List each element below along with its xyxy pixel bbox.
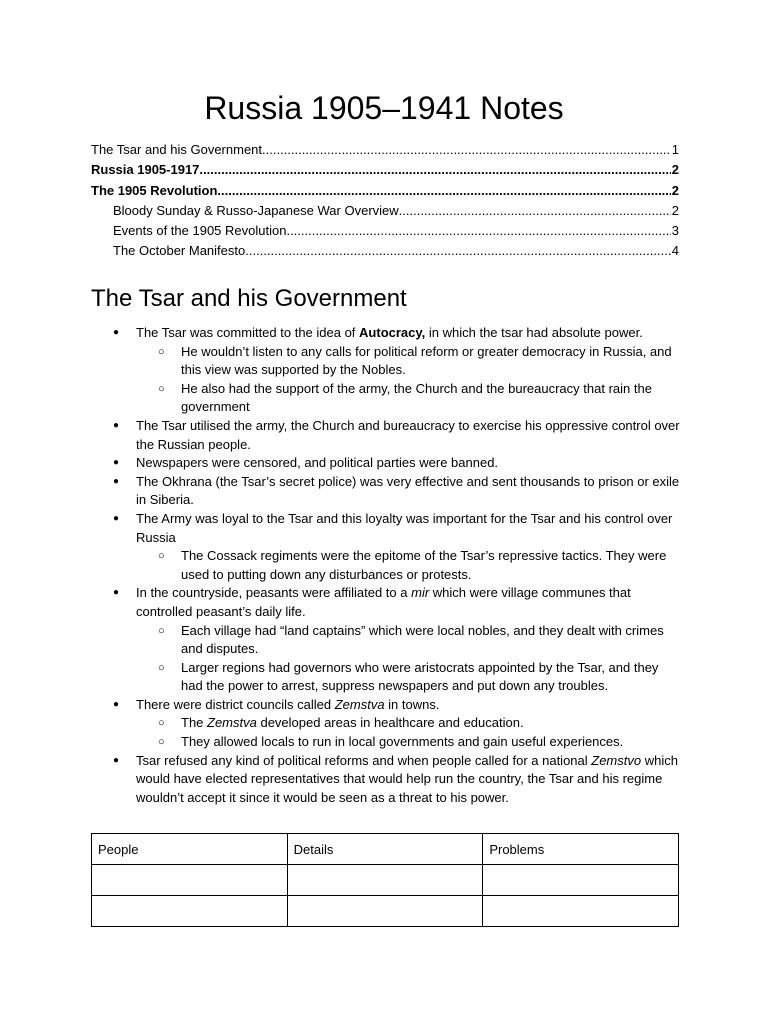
bullet-item — [91, 696, 683, 715]
text-run: The Cossack regiments were the epitome of the Tsar’s repressive tactics. They were used to putting down any disturbances or protests. — [181, 548, 667, 582]
text-run: in towns. — [384, 696, 440, 712]
table-of-contents — [91, 140, 679, 262]
toc-entry[interactable] — [91, 241, 679, 261]
table-header-details: Details — [287, 834, 483, 865]
sub-bullet-item — [91, 733, 683, 752]
toc-page-number: 3 — [671, 223, 679, 239]
toc-entry[interactable] — [91, 140, 679, 160]
table-row — [92, 865, 679, 896]
sub-bullet-item — [91, 547, 683, 584]
bullet-dot-icon: ● — [113, 754, 120, 766]
text-run: in which the tsar had absolute power. — [425, 325, 643, 340]
table-cell — [92, 865, 288, 896]
toc-leader-dots — [262, 140, 671, 160]
toc-entry-label: Events of the 1905 Revolution — [113, 223, 287, 239]
toc-leader-dots — [399, 201, 671, 221]
text-run: There were district councils called — [136, 696, 335, 712]
text-run: The Tsar utilised the army, the Church and bureaucracy to exercise his oppressive control over the Russian people. — [136, 417, 680, 452]
text-run: In the countryside, peasants were affiliated to a — [136, 585, 412, 601]
toc-page-number: 2 — [671, 202, 679, 218]
bullet-circle-icon: ○ — [158, 736, 165, 749]
table-cell — [287, 896, 483, 927]
toc-entry-label: The 1905 Revolution — [91, 182, 218, 198]
bullet-item — [91, 510, 683, 547]
bullet-circle-icon: ○ — [158, 624, 165, 637]
toc-entry-label: The Tsar and his Government — [91, 142, 263, 157]
toc-entry[interactable] — [91, 160, 679, 180]
table-cell — [287, 865, 483, 896]
toc-page-number: 1 — [671, 142, 679, 157]
table-header-problems: Problems — [483, 834, 679, 865]
toc-leader-dots — [199, 160, 670, 180]
toc-leader-dots — [245, 241, 671, 261]
bullet-item — [91, 752, 683, 808]
text-run: The Army was loyal to the Tsar and this loyalty was important for the Tsar and his control over Russia — [136, 510, 673, 545]
bullet-item — [91, 417, 683, 454]
toc-entry[interactable] — [91, 201, 679, 221]
text-run: He wouldn’t listen to any calls for political reform or greater democracy in Russia, and this view was supported by the Nobles. — [181, 343, 672, 378]
section-heading: The Tsar and his Government — [91, 285, 407, 312]
toc-page-number: 2 — [671, 162, 679, 178]
text-run: The — [181, 715, 208, 731]
sub-bullet-item — [91, 714, 683, 733]
text-run: Tsar refused any kind of political reforms and when people called for a national — [136, 752, 592, 768]
text-run: Larger regions had governors who were aristocrats appointed by the Tsar, and they had the power to arrest, suppress newspapers and put down any troubles. — [181, 659, 659, 694]
bullet-circle-icon: ○ — [158, 345, 165, 358]
document-title: Russia 1905–1941 Notes — [204, 90, 564, 126]
bullet-dot-icon: ● — [113, 698, 120, 710]
toc-leader-dots — [217, 181, 670, 201]
bullet-dot-icon: ● — [113, 512, 120, 524]
text-run: developed areas in healthcare and education. — [256, 715, 524, 731]
bullet-dot-icon: ● — [113, 457, 120, 469]
toc-entry-label: Russia 1905-1917 — [91, 162, 200, 178]
text-run: The Okhrana (the Tsar’s secret police) was very effective and sent thousands to prison or exile in Siberia. — [136, 473, 680, 508]
italic-text: Zemstva — [334, 696, 385, 712]
table-cell — [483, 896, 679, 927]
text-run: He also had the support of the army, the Church and the bureaucracy that rain the government — [181, 380, 652, 415]
bullet-item — [91, 454, 683, 473]
table-header-people: People — [92, 834, 288, 865]
sub-bullet-item — [91, 343, 683, 380]
italic-text: Zemstvo — [591, 752, 642, 768]
table-cell — [483, 865, 679, 896]
sub-bullet-item — [91, 380, 683, 417]
text-run: which would have elected representatives that would help run the country, the Tsar and his regime wouldn’t accept it since it would be seen as a threat to his power. — [136, 752, 678, 805]
bullet-dot-icon: ● — [113, 475, 120, 487]
sub-bullet-item — [91, 622, 683, 659]
toc-entry[interactable] — [91, 221, 679, 241]
bullet-dot-icon: ● — [113, 419, 120, 431]
notes-table — [91, 833, 679, 927]
bullet-circle-icon: ○ — [158, 382, 165, 395]
bullet-dot-icon: ● — [113, 327, 120, 338]
table-header-row — [92, 834, 679, 865]
text-run: They allowed locals to run in local governments and gain useful experiences. — [181, 734, 624, 750]
toc-entry[interactable] — [91, 181, 679, 201]
bullet-circle-icon: ○ — [158, 550, 165, 563]
toc-leader-dots — [286, 221, 670, 241]
toc-page-number: 4 — [671, 243, 679, 259]
text-run: Each village had “land captains” which were local nobles, and they dealt with crimes and disputes. — [181, 622, 664, 657]
bullet-circle-icon: ○ — [158, 717, 165, 730]
bullet-circle-icon: ○ — [158, 661, 165, 674]
bullet-item — [91, 584, 683, 621]
bold-text: Autocracy, — [359, 325, 426, 340]
italic-text: Zemstva — [207, 715, 257, 731]
sub-bullet-item — [91, 659, 683, 696]
table-cell — [92, 896, 288, 927]
bullet-list — [91, 324, 683, 807]
text-run: The Tsar was committed to the idea of — [136, 325, 360, 340]
table-row — [92, 896, 679, 927]
bullet-item — [91, 473, 683, 510]
bullet-dot-icon: ● — [113, 587, 120, 599]
toc-entry-label: The October Manifesto — [113, 243, 246, 259]
toc-page-number: 2 — [671, 182, 679, 198]
bullet-item — [91, 324, 683, 343]
text-run: which were village communes that controlled peasant’s daily life. — [136, 585, 631, 619]
italic-text: mir — [411, 585, 430, 601]
text-run: Newspapers were censored, and political parties were banned. — [136, 455, 499, 471]
toc-entry-label: Bloody Sunday & Russo-Japanese War Overview — [113, 202, 399, 218]
